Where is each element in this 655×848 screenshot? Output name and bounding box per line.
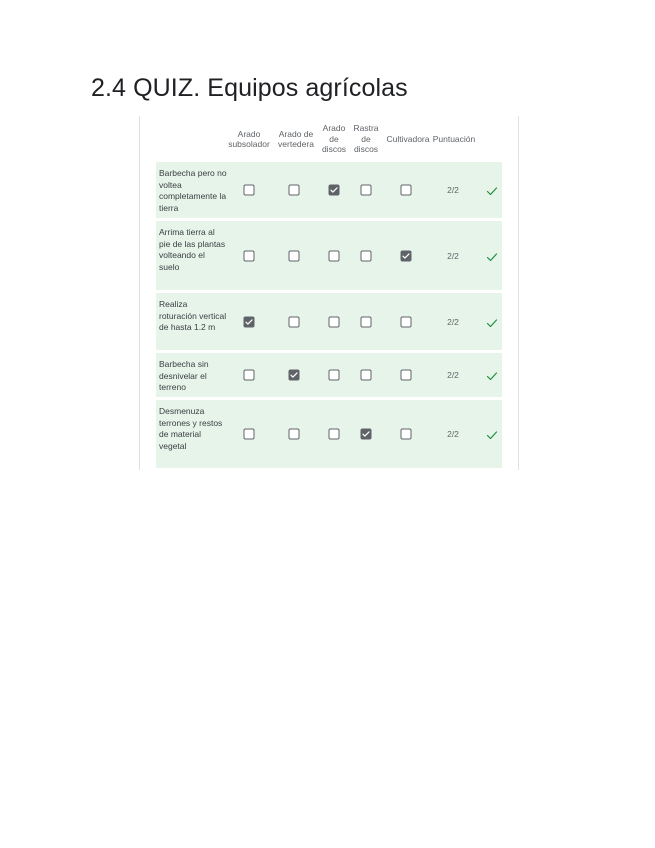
checkbox-cell xyxy=(401,429,412,440)
row-score: 2/2 xyxy=(447,370,459,380)
checkbox-cell xyxy=(329,250,340,261)
checkbox-unchecked[interactable] xyxy=(361,185,372,196)
checkbox-checked[interactable] xyxy=(329,185,340,196)
checkbox-unchecked[interactable] xyxy=(289,185,300,196)
check-mark-icon xyxy=(486,428,498,440)
checkbox-unchecked[interactable] xyxy=(289,250,300,261)
checkbox-cell xyxy=(329,370,340,381)
row-label: Barbecha sin desnivelar el terreno xyxy=(159,359,209,392)
grid-row xyxy=(156,293,502,350)
row-label: Barbecha pero no voltea completamente la tierra xyxy=(159,168,227,213)
row-label: Realiza roturación vertical de hasta 1.2 m xyxy=(159,299,227,332)
column-header-rastra-discos: Rastra de discos xyxy=(353,123,379,155)
checkbox-unchecked[interactable] xyxy=(289,429,300,440)
checkbox-cell xyxy=(329,185,340,196)
checkbox-cell xyxy=(401,250,412,261)
checkbox-cell xyxy=(401,185,412,196)
column-header-puntuacion: Puntuación xyxy=(432,133,476,144)
checkbox-cell xyxy=(289,370,300,381)
checkbox-unchecked[interactable] xyxy=(244,250,255,261)
grid-row xyxy=(156,221,502,290)
checkbox-cell xyxy=(361,185,372,196)
checkbox-cell xyxy=(329,316,340,327)
checkbox-cell xyxy=(244,316,255,327)
checkbox-checked[interactable] xyxy=(289,370,300,381)
checkbox-cell xyxy=(361,429,372,440)
column-header-arado-discos: Arado de discos xyxy=(321,123,347,155)
check-mark-icon xyxy=(486,369,498,381)
checkbox-unchecked[interactable] xyxy=(329,316,340,327)
checkbox-cell xyxy=(329,429,340,440)
checkbox-unchecked[interactable] xyxy=(361,250,372,261)
checkbox-unchecked[interactable] xyxy=(244,370,255,381)
checkbox-unchecked[interactable] xyxy=(361,316,372,327)
checkbox-unchecked[interactable] xyxy=(329,250,340,261)
checkbox-cell xyxy=(244,429,255,440)
checkbox-checked[interactable] xyxy=(244,316,255,327)
checkbox-cell xyxy=(401,370,412,381)
checkbox-cell xyxy=(361,250,372,261)
checkbox-unchecked[interactable] xyxy=(244,429,255,440)
row-score: 2/2 xyxy=(447,250,459,261)
checkbox-unchecked[interactable] xyxy=(329,429,340,440)
row-score: 2/2 xyxy=(447,429,459,439)
row-label: Arrima tierra al pie de las plantas volteando el suelo xyxy=(159,227,226,272)
page-title: 2.4 QUIZ. Equipos agrícolas xyxy=(91,74,408,102)
grid-row xyxy=(156,162,502,218)
checkbox-checked[interactable] xyxy=(401,250,412,261)
checkbox-checked[interactable] xyxy=(361,429,372,440)
checkbox-cell xyxy=(244,185,255,196)
column-header-arado-subsolador: Arado subsolador xyxy=(228,128,270,149)
check-mark-icon xyxy=(486,184,498,196)
row-score: 2/2 xyxy=(447,185,459,195)
checkbox-cell xyxy=(244,370,255,381)
checkbox-unchecked[interactable] xyxy=(401,370,412,381)
checkbox-unchecked[interactable] xyxy=(329,370,340,381)
checkbox-unchecked[interactable] xyxy=(244,185,255,196)
checkbox-cell xyxy=(401,316,412,327)
checkbox-cell xyxy=(289,185,300,196)
check-mark-icon xyxy=(486,316,498,328)
column-header-arado-vertedera: Arado de vertedera xyxy=(278,128,314,149)
checkbox-unchecked[interactable] xyxy=(401,185,412,196)
quiz-grid-card xyxy=(139,116,519,470)
checkbox-cell xyxy=(361,370,372,381)
checkbox-cell xyxy=(289,250,300,261)
checkbox-grid xyxy=(156,116,502,471)
check-mark-icon xyxy=(486,250,498,262)
grid-header-row xyxy=(156,116,502,162)
grid-row xyxy=(156,400,502,468)
row-score: 2/2 xyxy=(447,316,459,327)
checkbox-cell xyxy=(361,316,372,327)
checkbox-cell xyxy=(244,250,255,261)
checkbox-unchecked[interactable] xyxy=(361,370,372,381)
row-label: Desmenuza terrones y restos de material vegetal xyxy=(159,406,223,451)
column-header-cultivadora: Cultivadora xyxy=(386,133,430,144)
checkbox-unchecked[interactable] xyxy=(289,316,300,327)
checkbox-unchecked[interactable] xyxy=(401,316,412,327)
grid-row xyxy=(156,353,502,397)
checkbox-cell xyxy=(289,429,300,440)
checkbox-unchecked[interactable] xyxy=(401,429,412,440)
checkbox-cell xyxy=(289,316,300,327)
